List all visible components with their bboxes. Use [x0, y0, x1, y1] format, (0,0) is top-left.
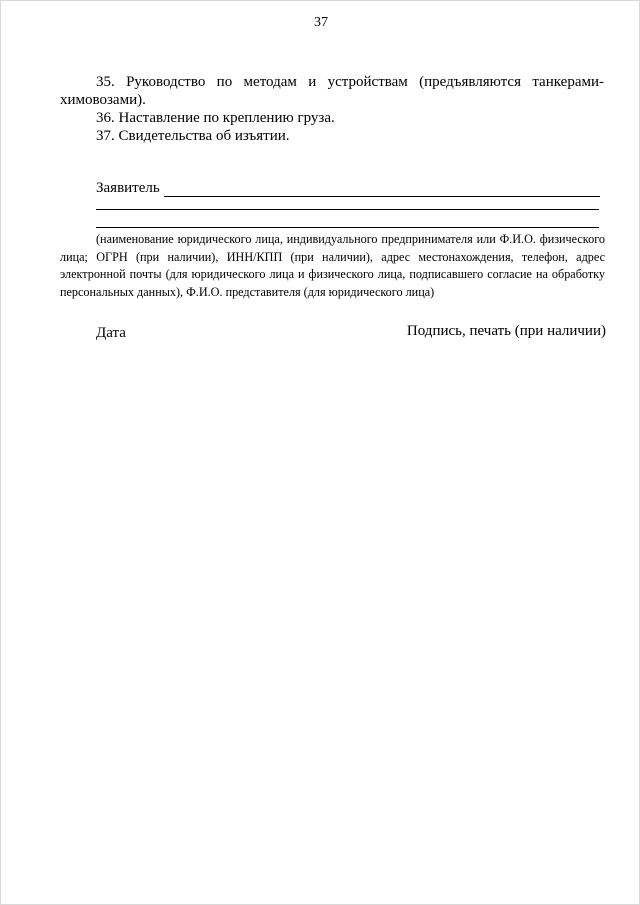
document-list — [60, 73, 604, 145]
applicant-field-caption — [60, 231, 605, 301]
blank-line-1 — [96, 209, 599, 210]
list-item-36: 36. Наставление по креплению груза. — [96, 110, 335, 126]
caption-text: (наименование юридического лица, индивидуального предпринимателя или Ф.И.О. физического лица; ОГРН (при наличии), ИНН/КПП (при наличии), адрес местонахождения, телефон, адрес электронной почты (для юридического лица и физического лица, подписавшего согласие на обработку персональных данных), Ф.И.О. представителя (для юридического лица) — [60, 232, 605, 299]
list-item-37: 37. Свидетельства об изъятии. — [96, 128, 290, 144]
applicant-field — [96, 179, 606, 197]
page-number: 37 — [314, 15, 328, 30]
applicant-blank-line — [164, 182, 600, 197]
list-item-35-continuation: химовозами). — [60, 92, 146, 108]
signature-label: Подпись, печать (при наличии) — [406, 323, 606, 339]
date-label: Дата — [96, 325, 126, 341]
blank-line-2 — [96, 227, 599, 228]
applicant-label: Заявитель — [96, 180, 160, 196]
list-item-35: 35. Руководство по методам и устройствам (предъявляются танкерами- — [96, 74, 604, 90]
